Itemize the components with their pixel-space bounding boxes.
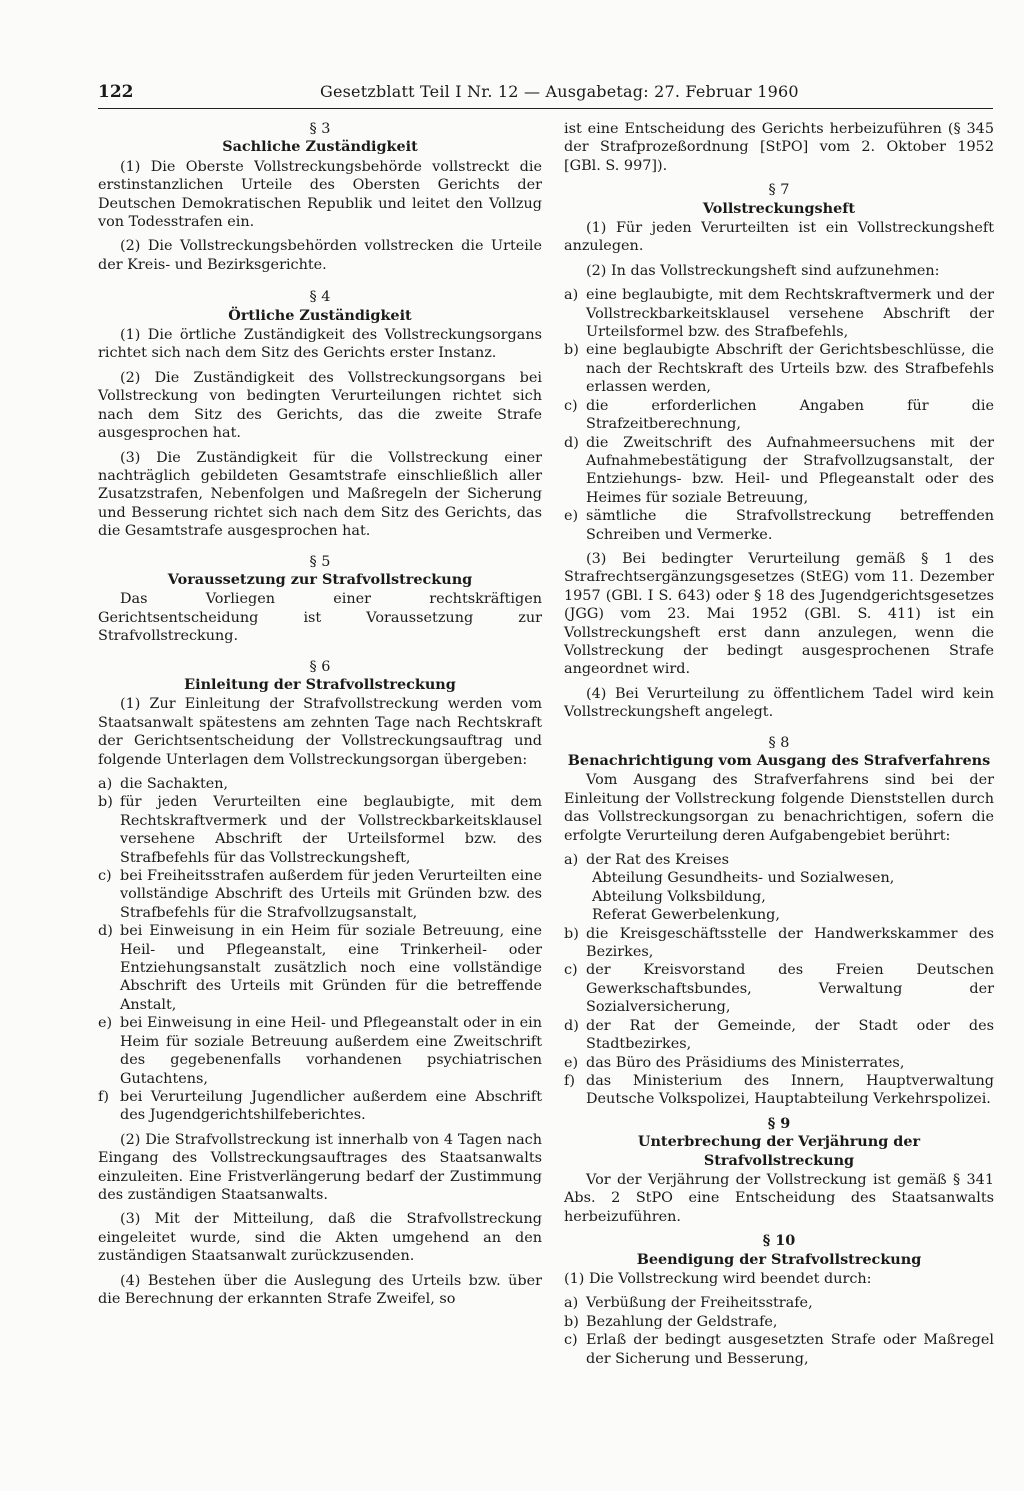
section-title: Vollstreckungsheft <box>702 199 856 217</box>
list-subitem: Abteilung Volksbildung, <box>592 888 766 905</box>
list-text: das Ministerium des Innern, Hauptverwaltung Deutsche Volkspolizei, Hauptabteilung Verkehrspolizei. <box>586 1072 994 1108</box>
list-item <box>564 434 994 508</box>
list-text: die Sachakten, <box>120 776 229 792</box>
list-label: c) <box>98 868 112 885</box>
paragraph: (3) Die Zuständigkeit für die Vollstreckung einer nachträglich gebildeten Gesamtstrafe einschließlich aller Zusatzstrafen, Nebenfolgen und Maßregeln der Sicherung und Besserung richtet sich nach dem Sitz des Gerichts, das die Gesamtstrafe ausgesprochen hat. <box>98 449 542 540</box>
list-label: b) <box>564 1313 579 1330</box>
section-number: § 6 <box>309 658 331 675</box>
paragraph: (3) Bei bedingter Verurteilung gemäß § 1 des Strafrechtsergänzungsgesetzes (StEG) vom 11. Dezember 1957 (GBl. I S. 643) oder § 18 des Jugendgerichtsgesetzes (JGG) vom 23. Mai 1952 (GBl. S. 411) ist ein Vollstreckungsheft erst dann anzulegen, wenn die Vollstreckung der bedingt ausgesprochenen Strafe angeordnet wird. <box>564 550 994 678</box>
paragraph: (1) Die Oberste Vollstreckungsbehörde vollstreckt die erstinstanzlichen Urteile des Obersten Gerichts der Deutschen Demokratischen Republik und leitet den Vollzug von Todesstrafen ein. <box>98 158 542 231</box>
list-item <box>564 286 994 341</box>
list-text: Erlaß der bedingt ausgesetzten Strafe oder Maßregel der Sicherung und Besserung, <box>586 1332 994 1367</box>
section-5-heading <box>98 553 542 590</box>
list-text: sämtliche die Strafvollstreckung betreffenden Schreiben und Vermerke. <box>586 508 994 543</box>
list-label: e) <box>98 1015 113 1032</box>
paragraph-continuation: ist eine Entscheidung des Gerichts herbeizuführen (§ 345 der Strafprozeßordnung [StPO] vom 2. Oktober 1952 [GBl. S. 997]). <box>564 121 994 174</box>
section-title: Örtliche Zuständigkeit <box>228 306 412 324</box>
list-item <box>564 397 994 434</box>
list-text: bei Einweisung in ein Heim für soziale Betreuung, eine Heil- und Pflegeanstalt, eine Trinkerheil- oder Entziehungsanstalt zusätzlich noch eine vollständige Abschrift des Urteils mit Gründen für die betreffende Anstalt, <box>120 923 542 1013</box>
section-6-heading <box>98 658 542 695</box>
paragraph: (4) Bestehen über die Auslegung des Urteils bzw. über die Berechnung der erkannten Strafe Zweifel, so <box>98 1272 542 1307</box>
list <box>98 775 542 1125</box>
list-label: c) <box>564 397 578 414</box>
list-label: b) <box>564 925 579 942</box>
section-8-heading <box>564 734 994 771</box>
list-item <box>98 793 542 867</box>
section-title: Benachrichtigung vom Ausgang des Strafverfahrens <box>567 752 991 769</box>
list-text: das Büro des Präsidiums des Ministerrates, <box>586 1054 905 1071</box>
section-7-heading <box>564 181 994 218</box>
list-label: b) <box>98 794 113 811</box>
paragraph: (4) Bei Verurteilung zu öffentlichem Tadel wird kein Vollstreckungsheft angelegt. <box>564 685 994 721</box>
list-item <box>564 1331 994 1368</box>
section-3-heading <box>98 120 542 157</box>
paragraph: (1) Die Vollstreckung wird beendet durch: <box>564 1270 872 1287</box>
page-number: 122 <box>98 82 134 102</box>
list-item <box>564 341 994 396</box>
list-subitem: Abteilung Gesundheits- und Sozialwesen, <box>592 870 895 887</box>
list-item <box>98 1088 542 1125</box>
paragraph: (2) Die Zuständigkeit des Vollstreckungsorgans bei Vollstreckung von bedingten Verurteilungen richtet sich nach dem Sitz des Gerichts, das die zweite Strafe ausgesprochen hat. <box>98 369 542 442</box>
list-label: c) <box>564 962 578 979</box>
left-column <box>98 120 542 1314</box>
list-label: d) <box>564 434 579 451</box>
list-text: die erforderlichen Angaben für die Strafzeitberechnung, <box>586 397 994 433</box>
list-text: eine beglaubigte, mit dem Rechtskraftvermerk und der Vollstreckbarkeitsklausel versehene Abschrift der Urteilsformel bzw. des Strafbefehls, <box>586 287 994 341</box>
list-label: e) <box>564 1054 579 1071</box>
list-item <box>564 925 994 962</box>
section-number: § 4 <box>309 289 331 306</box>
list-label: f) <box>564 1072 575 1089</box>
paragraph: (2) Die Vollstreckungsbehörden vollstrecken die Urteile der Kreis- und Bezirksgerichte. <box>98 238 542 273</box>
list-text: bei Einweisung in eine Heil- und Pflegeanstalt oder in ein Heim für soziale Betreuung außerdem eine Zweitschrift des gegebenenfalls vorhandenen psychiatrischen Gutachtens, <box>120 1015 542 1087</box>
section-title: Einleitung der Strafvollstreckung <box>184 675 456 693</box>
list <box>564 851 994 1109</box>
paragraph: (1) Zur Einleitung der Strafvollstreckung werden vom Staatsanwalt spätestens am zehnten Tage nach Rechtskraft der Gerichtsentscheidung der Vollstreckungsauftrag und folgende Unterlagen dem Vollstreckungsorgan übergeben: <box>98 696 542 768</box>
section-number: § 9 <box>767 1114 791 1132</box>
list-text: der Kreisvorstand des Freien Deutschen Gewerkschaftsbundes, Verwaltung der Sozialversicherung, <box>586 962 994 1016</box>
section-title: Beendigung der Strafvollstreckung <box>636 1250 922 1268</box>
list-label: d) <box>98 923 113 940</box>
page-header <box>98 80 993 109</box>
section-title: Unterbrechung der Verjährung der Strafvollstreckung <box>637 1133 921 1169</box>
section-number: § 7 <box>768 182 790 199</box>
list-text: der Rat der Gemeinde, der Stadt oder des Stadtbezirkes, <box>586 1017 994 1053</box>
list-text: Bezahlung der Geldstrafe, <box>586 1313 778 1330</box>
section-title: Voraussetzung zur Strafvollstreckung <box>167 570 473 588</box>
list-subitem: Referat Gewerbelenkung, <box>592 907 780 924</box>
list-item <box>564 851 994 925</box>
list-item <box>564 1017 994 1054</box>
list-item <box>98 1014 542 1088</box>
list <box>564 286 994 544</box>
section-number: § 5 <box>309 553 331 570</box>
paragraph: (1) Die örtliche Zuständigkeit des Vollstreckungsorgans richtet sich nach dem Sitz des Gerichts erster Instanz. <box>98 327 542 362</box>
paragraph: (2) Die Strafvollstreckung ist innerhalb von 4 Tagen nach Eingang des Vollstreckungsauftrages des Staatsanwalts einzuleiten. Eine Fristverlängerung bedarf der Zustimmung des zuständigen Staatsanwalts. <box>98 1131 542 1203</box>
list-label: a) <box>564 287 579 304</box>
right-column <box>564 120 994 1374</box>
list-item <box>564 1072 994 1109</box>
list-text: Verbüßung der Freiheitsstrafe, <box>586 1295 813 1312</box>
section-title: Sachliche Zuständigkeit <box>222 138 418 156</box>
list-label: a) <box>98 776 113 792</box>
list-item <box>98 775 542 793</box>
list-text: die Zweitschrift des Aufnahmeersuchens mit der Aufnahmebestätigung der Strafvollzugsanstalt, der Entziehungs- bzw. Heil- und Pflegeanstalt oder des Heimes für soziale Betreuung, <box>586 434 994 506</box>
paragraph: (1) Für jeden Verurteilten ist ein Vollstreckungsheft anzulegen. <box>564 220 994 255</box>
section-number: § 3 <box>309 121 331 137</box>
list-label: a) <box>564 852 579 869</box>
list-text: bei Verurteilung Jugendlicher außerdem eine Abschrift des Jugendgerichtshilfeberichtes. <box>120 1088 542 1124</box>
section-number: § 8 <box>768 734 790 751</box>
list <box>564 1294 994 1368</box>
list-text: die Kreisgeschäftsstelle der Handwerkskammer des Bezirkes, <box>586 925 994 961</box>
list-item <box>564 1313 994 1331</box>
list-label: f) <box>98 1088 109 1105</box>
list-text: eine beglaubigte Abschrift der Gerichtsbeschlüsse, die nach der Rechtskraft des Urteils bzw. des Strafbefehls erlassen werden, <box>586 342 994 396</box>
list-text: für jeden Verurteilten eine beglaubigte, mit dem Rechtskraftvermerk und der Vollstreckbarkeitsklausel versehene Abschrift der Urteilsformel bzw. des Strafbefehls für das Vollstreckungsheft, <box>120 794 542 866</box>
section-9-heading <box>564 1115 994 1170</box>
list-label: a) <box>564 1295 579 1312</box>
section-number: § 10 <box>762 1232 796 1250</box>
list-item <box>98 867 542 922</box>
header-title: Gesetzblatt Teil I Nr. 12 — Ausgabetag: 27. Februar 1960 <box>320 82 799 101</box>
paragraph: (3) Mit der Mitteilung, daß die Strafvollstreckung eingeleitet wurde, sind die Akten umgehend an den zuständigen Staatsanwalt zurückzusenden. <box>98 1211 542 1265</box>
list-item <box>564 1054 994 1072</box>
list-item <box>564 961 994 1016</box>
list-item <box>564 1294 994 1312</box>
list-label: b) <box>564 342 579 359</box>
section-4-heading <box>98 288 542 325</box>
list-label: c) <box>564 1332 578 1349</box>
list-item <box>564 507 994 544</box>
list-item <box>98 922 542 1014</box>
paragraph: Das Vorliegen einer rechtskräftigen Gerichtsentscheidung ist Voraussetzung zur Strafvollstreckung. <box>98 591 542 645</box>
section-10-heading <box>564 1232 994 1269</box>
list-label: d) <box>564 1017 579 1034</box>
paragraph: (2) In das Vollstreckungsheft sind aufzunehmen: <box>586 262 940 279</box>
list-text: bei Freiheitsstrafen außerdem für jeden Verurteilten eine vollständige Abschrift des Urteils mit Gründen bzw. des Strafbefehls für die Strafvollzugsanstalt, <box>120 868 542 921</box>
paragraph: Vor der Verjährung der Vollstreckung ist gemäß § 341 Abs. 2 StPO eine Entscheidung des Staatsanwalts herbeizuführen. <box>564 1171 994 1225</box>
list-label: e) <box>564 508 579 525</box>
list-text: der Rat des Kreises <box>586 852 730 869</box>
paragraph: Vom Ausgang des Strafverfahrens sind bei der Einleitung der Vollstreckung folgende Dienststellen durch das Vollstreckungsorgan zu benachrichtigen, sofern die erfolgte Verurteilung deren Aufgabengebiet berührt: <box>564 772 994 844</box>
